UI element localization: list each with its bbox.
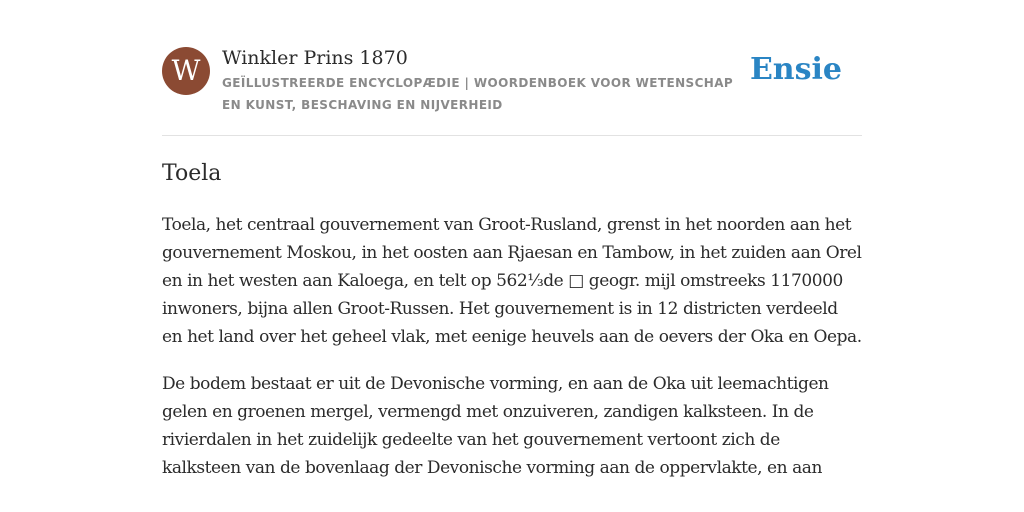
article-paragraph: Toela, het centraal gouvernement van Groot-Rusland, grenst in het noorden aan het gouvernement Moskou, in het oosten aan Rjaesan en Tambow, in het zuiden aan Orel en in het westen aan Kaloega, en telt op 562⅓de □ geogr. mijl omstreeks 1170000 inwoners, bijna allen Groot-Russen. Het gouvernement is in 12 districten verdeeld en het land over het geheel vlak, met eenige heuvels aan de oevers der Oka en Oepa. [162,215,862,347]
source-subtitle: GEÏLLUSTREERDE ENCYCLOPÆDIE | WOORDENBOEK VOOR WETENSCHAP EN KUNST, BESCHAVING EN NIJVERHEID [222,76,734,112]
header-divider [162,135,862,136]
article-paragraph: De bodem bestaat er uit de Devonische vorming, en aan de Oka uit leemachtigen gelen en groenen mergel, vermengd met onzuiveren, zandigen kalksteen. In de rivierdalen in het zuidelijk gedeelte van het gouvernement vertoont zich de kalksteen van de bovenlaag der Devonische vorming aan de oppervlakte, en aan [162,374,829,478]
source-title[interactable]: Winkler Prins 1870 [222,47,408,69]
source-header [162,46,862,136]
ensie-logo-link[interactable]: Ensie [749,52,842,87]
source-avatar[interactable]: W [162,47,210,95]
article [162,155,862,482]
article-title: Toela [162,161,222,186]
